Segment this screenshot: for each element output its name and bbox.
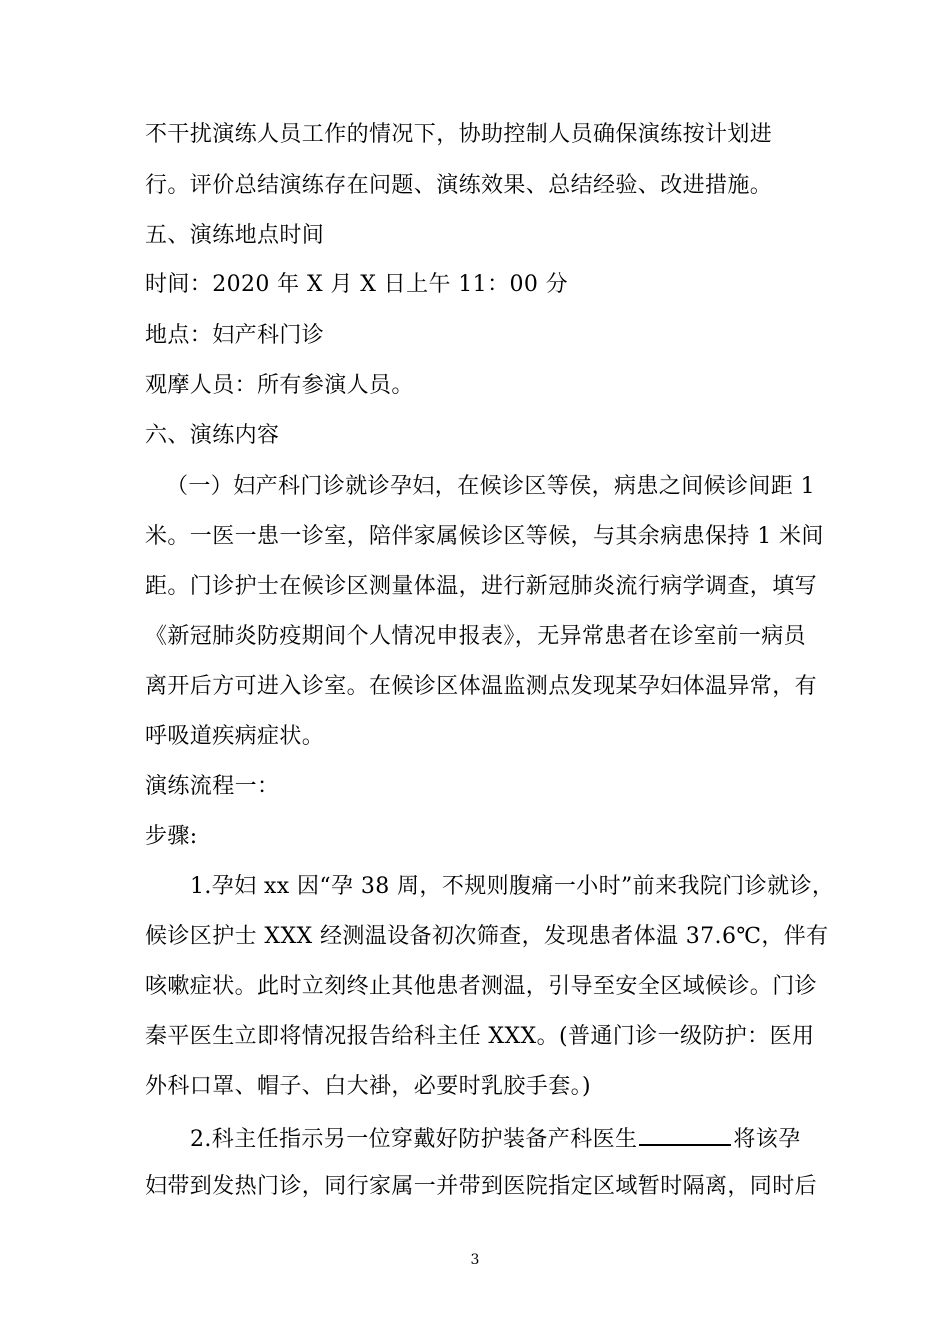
flow-heading: 演练流程一： xyxy=(145,774,280,799)
section-heading-6: 六、演练内容 xyxy=(145,423,280,448)
text-line: （一）妇产科门诊就诊孕妇，在候诊区等侯，病患之间候诊间距 1 xyxy=(166,474,815,499)
text-line-with-blank xyxy=(190,1122,860,1155)
text-line: 行。评价总结演练存在问题、演练效果、总结经验、改进措施。 xyxy=(145,173,773,198)
text-line: 距。门诊护士在候诊区测量体温，进行新冠肺炎流行病学调查，填写 xyxy=(145,574,818,599)
text-segment: 2.科主任指示另一位穿戴好防护装备产科医生 xyxy=(190,1127,638,1152)
text-line: 离开后方可进入诊室。在候诊区体温监测点发现某孕妇体温异常，有 xyxy=(145,674,818,699)
text-line: 不干扰演练人员工作的情况下，协助控制人员确保演练按计划进 xyxy=(145,122,773,147)
steps-heading: 步骤: xyxy=(145,824,198,849)
text-segment: 将该孕 xyxy=(733,1127,801,1152)
text-line: 候诊区护士 XXX 经测温设备初次筛查，发现患者体温 37.6℃，伴有 xyxy=(145,924,829,949)
page-number: 3 xyxy=(470,1252,480,1268)
text-line: 秦平医生立即将情况报告给科主任 XXX。(普通门诊一级防护：医用 xyxy=(145,1024,815,1049)
text-line: 《新冠肺炎防疫期间个人情况申报表》，无异常患者在诊室前一病员 xyxy=(145,624,807,649)
text-line: 咳嗽症状。此时立刻终止其他患者测温，引导至安全区域候诊。门诊 xyxy=(145,974,818,999)
text-line: 1.孕妇 xx 因“孕 38 周，不规则腹痛一小时”前来我院门诊就诊， xyxy=(190,874,835,899)
text-line: 呼吸道疾病症状。 xyxy=(145,724,325,749)
text-line: 米。一医一患一诊室，陪伴家属候诊区等候，与其余病患保持 1 米间 xyxy=(145,524,824,549)
time-line: 时间：2020 年 X 月 X 日上午 11：00 分 xyxy=(145,272,569,297)
section-heading-5: 五、演练地点时间 xyxy=(145,223,325,248)
observers-line: 观摩人员：所有参演人员。 xyxy=(145,373,414,398)
text-line: 妇带到发热门诊，同行家属一并带到医院指定区域暂时隔离，同时后 xyxy=(145,1174,818,1199)
text-line: 外科口罩、帽子、白大褂，必要时乳胶手套。) xyxy=(145,1074,591,1099)
location-line: 地点：妇产科门诊 xyxy=(145,323,325,348)
fill-in-blank xyxy=(639,1122,731,1146)
